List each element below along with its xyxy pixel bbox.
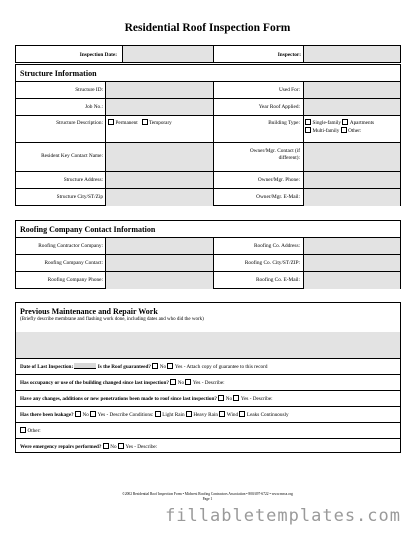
- structure-address-label: Structure Address:: [63, 177, 103, 183]
- roofing-contact-label: Roofing Company Contact:: [44, 260, 103, 266]
- guaranteed-yes-checkbox[interactable]: [167, 363, 173, 369]
- light-rain-checkbox[interactable]: [155, 411, 161, 417]
- building-type-options: [305, 119, 374, 135]
- job-no-label: Job No.:: [85, 104, 103, 110]
- contractor-label: Roofing Contractor Company:: [38, 243, 103, 249]
- multi-family-label: Multi-family: [312, 128, 340, 134]
- single-family-label: Single-family: [312, 120, 342, 126]
- inspector-field[interactable]: [304, 46, 400, 62]
- wind-checkbox[interactable]: [219, 411, 225, 417]
- changes-yes-label: Yes - Describe:: [240, 396, 273, 402]
- occupancy-question: Has occupancy or use of the building changed since last inspection?: [20, 380, 169, 386]
- co-email-field[interactable]: [304, 272, 400, 289]
- other-label: Other:: [348, 128, 362, 134]
- form-title: Residential Roof Inspection Form: [124, 22, 291, 34]
- emergency-yes-checkbox[interactable]: [118, 443, 124, 449]
- q4-row: [20, 411, 289, 418]
- q5-row: [20, 443, 157, 450]
- temporary-label: Temporary: [149, 120, 172, 126]
- permanent-label: Permanent: [115, 120, 138, 126]
- used-for-label: Used For:: [278, 87, 300, 93]
- multi-family-checkbox[interactable]: [305, 127, 311, 133]
- apartments-label: Apartments: [349, 120, 375, 126]
- co-city-label: Roofing Co. City/ST/ZIP:: [244, 260, 300, 266]
- guaranteed-no-checkbox[interactable]: [152, 363, 158, 369]
- single-family-checkbox[interactable]: [305, 119, 311, 125]
- roofing-phone-label: Roofing Company Phone:: [47, 277, 103, 283]
- header-box: [15, 45, 401, 63]
- heavy-rain-checkbox[interactable]: [186, 411, 192, 417]
- guaranteed-no-label: No: [159, 364, 167, 370]
- occupancy-no-label: No: [177, 380, 185, 386]
- owner-email-label: Owner/Mgr. E-Mail:: [256, 194, 300, 200]
- emergency-no-checkbox[interactable]: [103, 443, 109, 449]
- maintenance-section-title: Previous Maintenance and Repair Work: [20, 307, 158, 316]
- emergency-repairs-question: Were emergency repairs performed?: [20, 444, 102, 450]
- owner-contact-field[interactable]: [304, 143, 400, 171]
- leakage-no-label: No: [82, 412, 89, 418]
- co-email-label: Roofing Co. E-Mail:: [256, 277, 300, 283]
- heavy-rain-label: Heavy Rain: [193, 412, 218, 418]
- q1-row: [20, 363, 267, 370]
- description-options: [108, 119, 172, 126]
- owner-contact-label-2: different):: [278, 155, 300, 161]
- co-city-field[interactable]: [304, 255, 400, 271]
- owner-phone-field[interactable]: [304, 172, 400, 188]
- q4-other-row: [20, 427, 41, 434]
- roofing-contact-field[interactable]: [106, 255, 213, 271]
- structure-id-label: Structure ID:: [75, 87, 103, 93]
- structure-section: [15, 64, 401, 206]
- q2-row: [20, 379, 225, 386]
- used-for-field[interactable]: [304, 82, 400, 98]
- owner-email-field[interactable]: [304, 189, 400, 206]
- emergency-yes-label: Yes - Describe:: [125, 444, 158, 450]
- guaranteed-question: Is the Roof guaranteed?: [97, 364, 151, 370]
- light-rain-label: Light Rain: [162, 412, 185, 418]
- structure-id-field[interactable]: [106, 82, 213, 98]
- occupancy-no-checkbox[interactable]: [170, 379, 176, 385]
- inspection-date-field[interactable]: [123, 46, 213, 62]
- resident-contact-field[interactable]: [106, 143, 213, 171]
- wind-label: Wind: [226, 412, 239, 418]
- owner-contact-label: Owner/Mgr. Contact (if: [249, 148, 300, 154]
- last-inspection-field[interactable]: [74, 363, 96, 369]
- maintenance-subtitle: (Briefly describe membrane and flashing work done, including dates and who did the work): [20, 317, 204, 322]
- year-applied-field[interactable]: [304, 99, 400, 115]
- occupancy-yes-label: Yes - Describe:: [192, 380, 225, 386]
- leakage-question: Has there been leakage?: [20, 412, 74, 418]
- maintenance-section: [15, 302, 401, 453]
- inspector-label: Inspector:: [277, 52, 301, 58]
- page-number: Page 1: [202, 497, 213, 501]
- co-address-field[interactable]: [304, 238, 400, 254]
- last-inspection-label: Date of Last Inspection:: [20, 364, 74, 370]
- temporary-checkbox[interactable]: [142, 119, 148, 125]
- job-no-field[interactable]: [106, 99, 213, 115]
- leakage-other-checkbox[interactable]: [20, 427, 26, 433]
- inspection-date-label: Inspection Date:: [79, 52, 117, 58]
- occupancy-yes-checkbox[interactable]: [185, 379, 191, 385]
- changes-no-checkbox[interactable]: [218, 395, 224, 401]
- roofing-section: [15, 220, 401, 289]
- roofing-phone-field[interactable]: [106, 272, 213, 289]
- footer-text: ©2002 Residential Roof Inspection Form • Midwest Roofing Contractors Association • 800/497-6722 • www.mrca.org: [122, 492, 293, 496]
- leakage-other-label: Other:: [27, 428, 41, 434]
- changes-yes-checkbox[interactable]: [233, 395, 239, 401]
- maintenance-notes-field[interactable]: [16, 332, 400, 358]
- apartments-checkbox[interactable]: [342, 119, 348, 125]
- structure-address-field[interactable]: [106, 172, 213, 188]
- structure-city-label: Structure City/ST/Zip: [56, 194, 103, 200]
- owner-phone-label: Owner/Mgr. Phone:: [257, 177, 300, 183]
- changes-question: Have any changes, additions or new penetrations been made to roof since last inspection?: [20, 396, 217, 402]
- permanent-checkbox[interactable]: [108, 119, 114, 125]
- leakage-no-checkbox[interactable]: [75, 411, 81, 417]
- emergency-no-label: No: [110, 444, 117, 450]
- leaks-continuously-checkbox[interactable]: [239, 411, 245, 417]
- structure-city-field[interactable]: [106, 189, 213, 206]
- guaranteed-yes-label: Yes - Attach copy of guarantee to this record: [174, 364, 268, 370]
- co-address-label: Roofing Co. Address:: [253, 243, 300, 249]
- structure-section-title: Structure Information: [20, 69, 97, 78]
- roofing-section-title: Roofing Company Contact Information: [20, 225, 156, 234]
- leaks-continuously-label: Leaks Continuously: [246, 412, 289, 418]
- structure-description-label: Structure Description:: [56, 120, 103, 126]
- resident-contact-label: Resident Key Contact Name:: [41, 153, 103, 159]
- other-checkbox[interactable]: [341, 127, 347, 133]
- leakage-yes-label: Yes - Describe Conditions:: [97, 412, 154, 418]
- changes-no-label: No: [225, 396, 233, 402]
- contractor-field[interactable]: [106, 238, 213, 254]
- watermark: fillabletemplates.com: [165, 506, 401, 526]
- building-type-label: Building Type:: [268, 120, 300, 126]
- leakage-yes-checkbox[interactable]: [90, 411, 96, 417]
- year-applied-label: Year Roof Applied:: [258, 104, 300, 110]
- q3-row: [20, 395, 273, 402]
